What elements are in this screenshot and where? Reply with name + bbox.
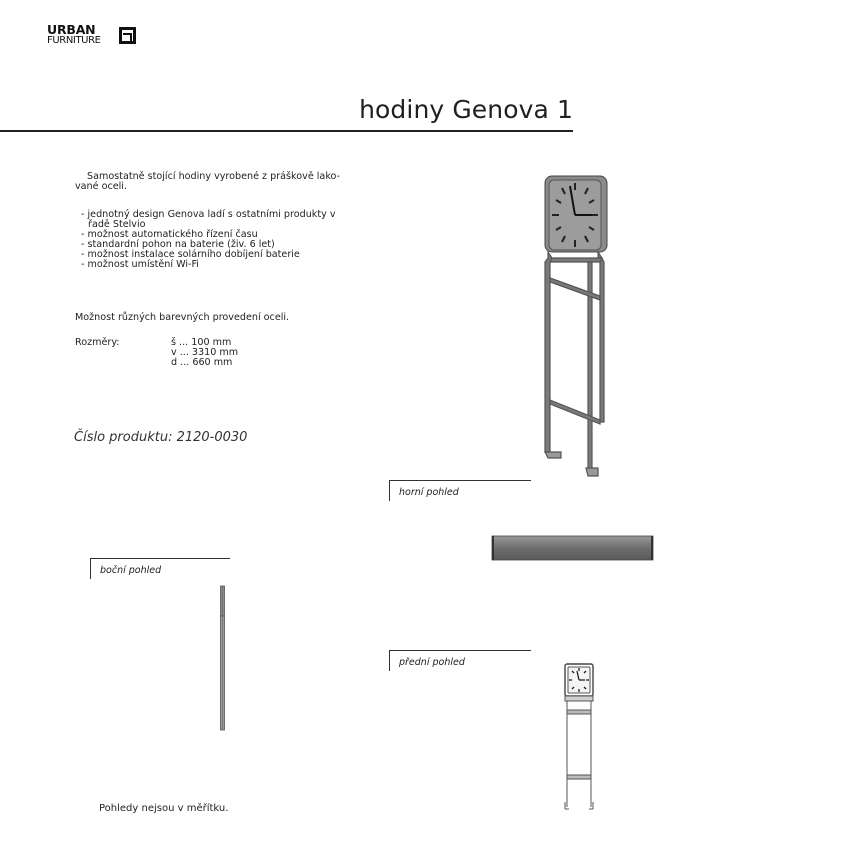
- side-view-label: [90, 558, 230, 579]
- product-number: Číslo produktu: 2120-0030: [74, 430, 248, 445]
- top-view-label: [389, 480, 531, 501]
- logo-mark-icon: [119, 27, 136, 44]
- dimension-height: v ... 3310 mm: [171, 347, 239, 358]
- dimensions-label: Rozměry:: [75, 337, 120, 348]
- brand-logo: [47, 24, 147, 50]
- dimension-width: š ... 100 mm: [171, 337, 232, 348]
- color-variants-text: Možnost různých barevných provedení oceli.: [75, 312, 290, 323]
- top-view-text: horní pohled: [399, 487, 459, 498]
- dimension-depth: d ... 660 mm: [171, 357, 233, 368]
- scale-note: Pohledy nejsou v měřítku.: [99, 803, 229, 814]
- clock-3d: [545, 176, 607, 476]
- feature-list: [81, 210, 351, 270]
- side-view-drawing: [218, 585, 228, 733]
- feature-item: - možnost automatického řízení času: [81, 229, 258, 240]
- top-view-body: [492, 536, 653, 560]
- feature-item: - jednotný design Genova ladí s ostatními produkty v řadě Stelvio: [81, 209, 336, 230]
- page-title: hodiny Genova 1: [359, 95, 573, 124]
- front-view-drawing: [560, 662, 600, 812]
- intro-paragraph: Samostatně stojící hodiny vyrobené z práškově lako-vané oceli.: [75, 171, 341, 192]
- logo-line-1: URBAN: [47, 22, 96, 37]
- logo-line-2: FURNITURE: [47, 35, 101, 46]
- dimensions-list: [171, 338, 238, 368]
- feature-item: - standardní pohon na baterie (živ. 6 let): [81, 239, 275, 250]
- title-divider: [0, 130, 573, 132]
- front-view-text: přední pohled: [399, 657, 465, 668]
- side-view-text: boční pohled: [100, 565, 162, 576]
- top-view-drawing: [490, 535, 655, 561]
- feature-item: - možnost instalace solárního dobíjení baterie: [81, 249, 300, 260]
- front-view-label: [389, 650, 531, 671]
- feature-item: - možnost umístění Wi-Fi: [81, 259, 199, 270]
